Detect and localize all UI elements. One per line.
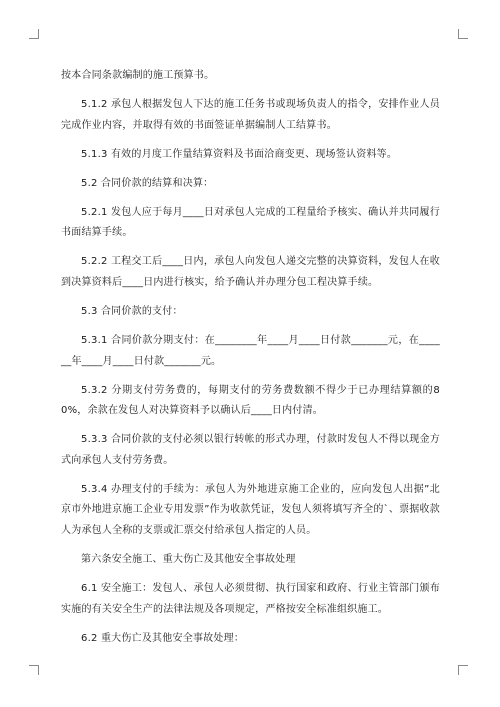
clause-5-2-2: 5.2.2 工程交工后____日内，承包人向发包人递交完整的决算资料，发包人在收到决算资料后____日内进行核实，给予确认并办理分包工程决算手续。	[61, 256, 440, 288]
clause-5-3-3: 5.3.3 合同价款的支付必须以银行转帐的形式办理，付款时发包人不得以现金方式向承包人支付劳务费。	[61, 434, 440, 466]
clause-5-1-2: 5.1.2 承包人根据发包人下达的施工任务书或现场负责人的指令，安排作业人员完成作业内容，并取得有效的书面签证单据编制人工结算书。	[61, 99, 440, 131]
clause-5-1-3: 5.1.3 有效的月度工作量结算资料及书面洽商变更、现场签认资料等。	[81, 148, 398, 160]
clause-5-3-2: 5.3.2 分期支付劳务费的，每期支付的劳务费数额不得少于已办理结算额的80%，余款在发包人对决算资料予以确认后____日内付清。	[61, 384, 440, 417]
clause-5-2-1: 5.2.1 发包人应于每月____日对承包人完成的工程量给予核实、确认并共同履行书面结算手续。	[61, 206, 440, 239]
crop-mark-bottom-right	[458, 665, 468, 675]
article-6-heading: 第六条安全施工、重大伤亡及其他安全事故处理	[81, 554, 296, 566]
document-body	[61, 66, 440, 658]
clause-5-3-1: 5.3.1 合同价款分期支付：在________年____月____日付款_______元，在______年____月____日付款_______元。	[61, 335, 440, 367]
section-5-2-heading: 5.2 合同价款的结算和决算：	[81, 177, 214, 189]
section-5-3-heading: 5.3 合同价款的支付：	[81, 306, 183, 318]
crop-mark-top-right	[458, 29, 468, 39]
paragraph-budget-continuation: 按本合同条款编制的施工预算书。	[61, 70, 215, 81]
clause-5-3-4: 5.3.4 办理支付的手续为：承包人为外地进京施工企业的，应向发包人出据”北京市外地进京施工企业专用发票”作为收款凭证，发包人须将填写齐全的`、票据收款人为承包人全称的支票或汇票交付给承包人指定的人员。	[61, 483, 440, 536]
clause-6-1: 6.1 安全施工：发包人、承包人必须贯彻、执行国家和政府、行业主管部门颁布实施的有关安全生产的法律法规及各项规定，严格按安全标准组织施工。	[61, 583, 440, 615]
crop-mark-bottom-left	[29, 665, 39, 675]
crop-mark-top-left	[29, 29, 39, 39]
clause-6-2: 6.2 重大伤亡及其他安全事故处理：	[81, 632, 245, 644]
